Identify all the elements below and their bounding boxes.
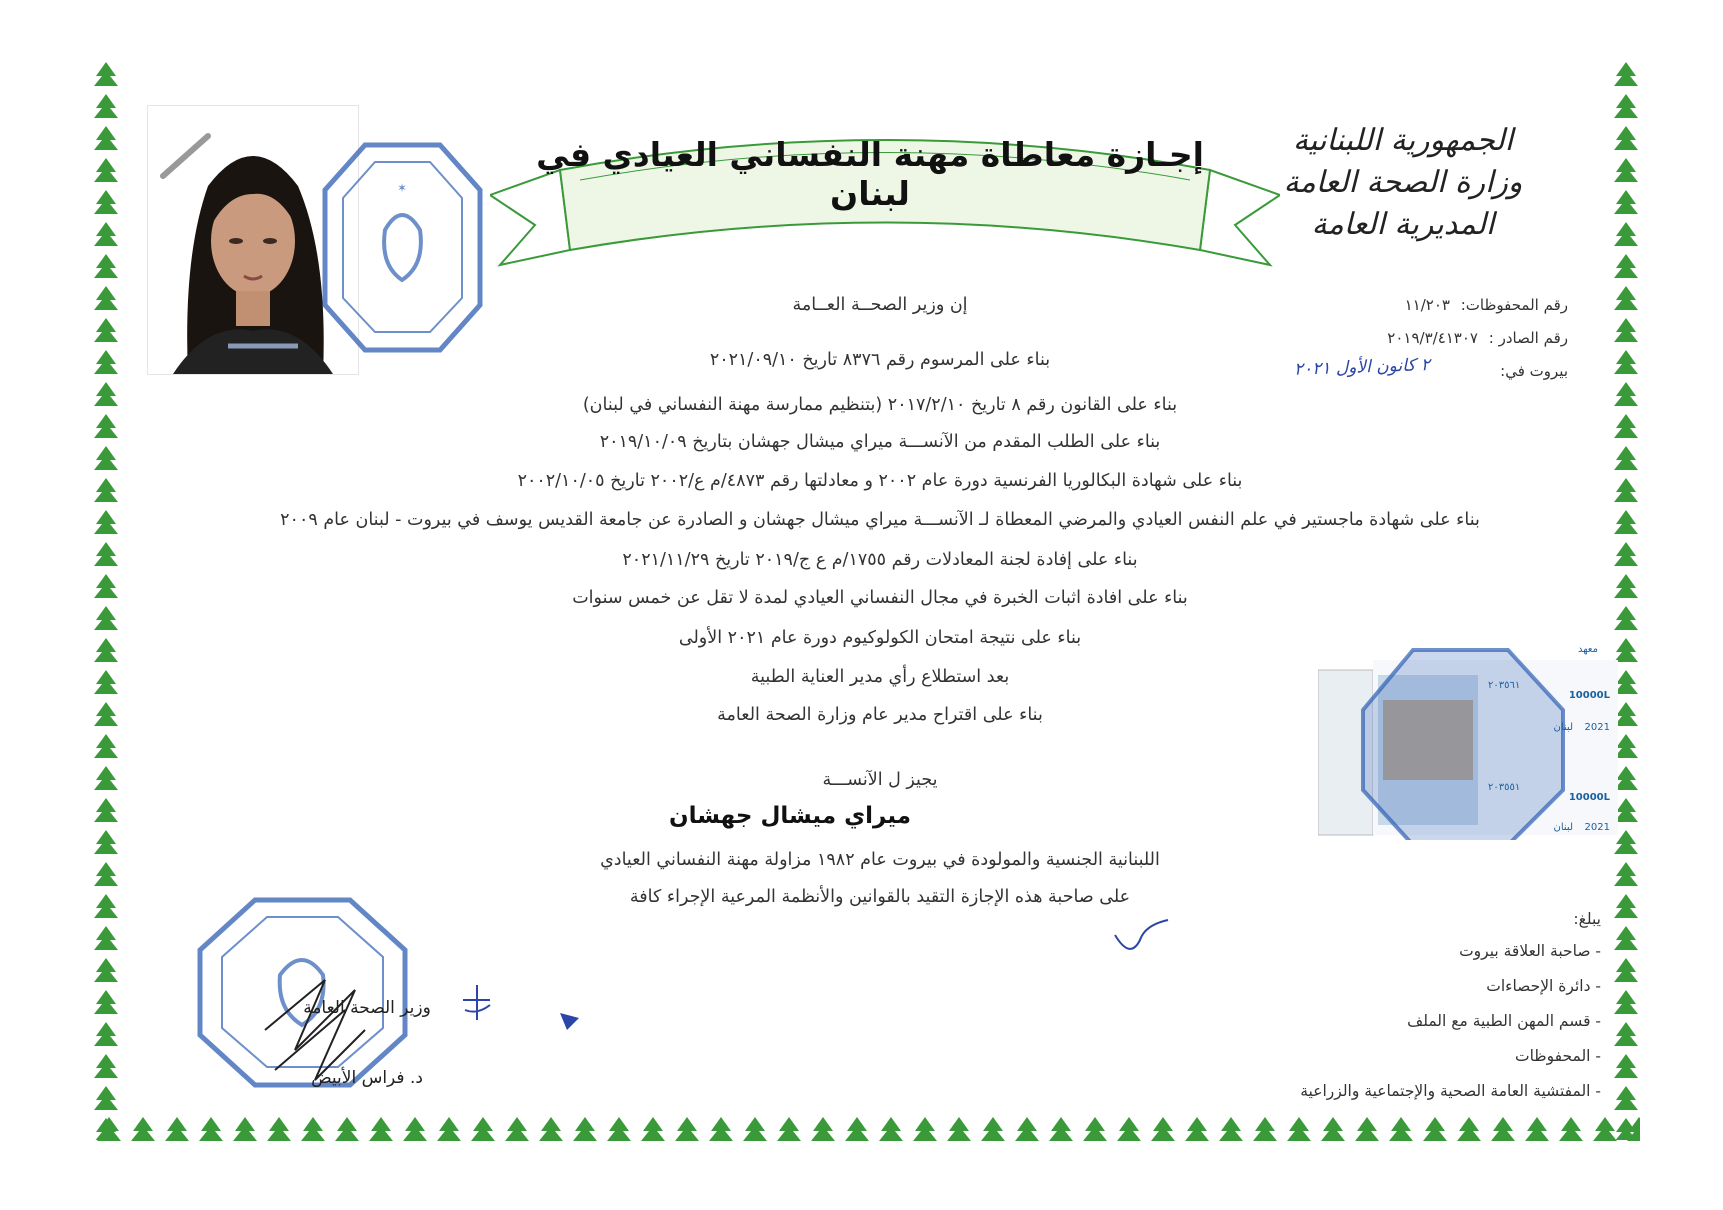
cedar-icon (1219, 1117, 1243, 1141)
cedar-icon (94, 574, 118, 598)
distribution-item: - قسم المهن الطبية مع الملف (1407, 1012, 1601, 1030)
cedar-icon (641, 1117, 665, 1141)
beirut-label: بيروت في: (1500, 362, 1568, 380)
ink-mark (455, 980, 500, 1025)
revenue-year: 2021 (1584, 722, 1610, 733)
cedar-icon (1117, 1117, 1141, 1141)
cedar-icon (1614, 1086, 1638, 1110)
consideration-line: بناء على اقتراح مدير عام وزارة الصحة العامة (717, 705, 1043, 725)
cedar-icon (1614, 190, 1638, 214)
cedar-icon (1614, 478, 1638, 502)
ink-mark (1110, 915, 1170, 965)
distribution-item: - دائرة الإحصاءات (1486, 977, 1601, 995)
signatory-title: وزير الصحة العامة (303, 998, 431, 1018)
cedar-icon (539, 1117, 563, 1141)
grant-line-1: اللبنانية الجنسية والمولودة في بيروت عام ١٩٨٢ مزاولة مهنة النفساني العيادي (600, 850, 1160, 870)
consideration-line: بناء على الطلب المقدم من الآنســـة ميراي ميشال جهشان بتاريخ ٢٠١٩/١٠/٠٩ (599, 432, 1161, 452)
cedar-icon (94, 606, 118, 630)
cedar-icon (94, 62, 118, 86)
consideration-line: بناء على افادة اثبات الخبرة في مجال النفساني العيادي لمدة لا تقل عن خمس سنوات (572, 588, 1188, 608)
signatory-name: د. فراس الأبيض (311, 1068, 423, 1088)
cedar-icon (94, 1086, 118, 1110)
cedar-icon (94, 926, 118, 950)
decree-line: بناء على المرسوم رقم ٨٣٧٦ تاريخ ٢٠٢١/٠٩/١٠ (709, 350, 1051, 370)
issued-value: ٢٠١٩/٣/٤١٣٠٧ (1387, 329, 1478, 347)
certificate-title: إجـازة معاطاة مهنة النفساني العيادي في لبنان (536, 135, 1204, 213)
cedar-icon (94, 286, 118, 310)
cedar-icon (1491, 1117, 1515, 1141)
consideration-line: بناء على شهادة ماجستير في علم النفس العيادي والمرضي المعطاة لـ الآنســـة ميراي ميشال جهشان و الصادرة عن جامعة القديس يوسف في بيروت - لبنان عام ٢٠٠٩ (280, 510, 1480, 530)
cedar-icon (607, 1117, 631, 1141)
cedar-icon (1321, 1117, 1345, 1141)
cedar-icon (1614, 222, 1638, 246)
handwritten-date: ٢ كانون الأول ٢٠٢١ (1293, 355, 1431, 380)
revenue-value: 10000L (1568, 792, 1610, 803)
ink-mark (557, 1008, 582, 1033)
cedar-icon (1614, 926, 1638, 950)
svg-text:✶: ✶ (396, 181, 408, 195)
cedar-icon (1614, 382, 1638, 406)
cedar-icon (1614, 958, 1638, 982)
cedar-icon (743, 1117, 767, 1141)
cedar-icon (981, 1117, 1005, 1141)
grant-line-2: على صاحبة هذه الإجازة التقيد بالقوانين والأنظمة المرعية الإجراء كافة (629, 887, 1131, 907)
consideration-line: بناء على القانون رقم ٨ تاريخ ٢٠١٧/٢/١٠ (بتنظيم ممارسة مهنة النفساني في لبنان) (582, 395, 1178, 415)
revenue-stamps (1318, 640, 1618, 840)
cedar-icon (1614, 350, 1638, 374)
cedar-icon (94, 94, 118, 118)
cedar-icon (94, 382, 118, 406)
cedar-icon (1614, 62, 1638, 86)
cedar-icon (505, 1117, 529, 1141)
cedar-icon (94, 894, 118, 918)
cedar-icon (1049, 1117, 1073, 1141)
cedar-icon (1614, 862, 1638, 886)
cedar-icon (94, 158, 118, 182)
cedar-icon (1559, 1117, 1583, 1141)
distribution-list (1271, 910, 1601, 1117)
issuing-authority (1258, 120, 1548, 246)
cedar-icon (94, 830, 118, 854)
cedar-icon (1614, 414, 1638, 438)
cedar-icon (94, 862, 118, 886)
cedar-icon (94, 734, 118, 758)
revenue-value: 10000L (1568, 690, 1610, 701)
cedar-icon (94, 510, 118, 534)
ministry-seal-top (320, 140, 485, 355)
cedar-icon (94, 1054, 118, 1078)
cedar-icon (1015, 1117, 1039, 1141)
consideration-line: بناء على إفادة لجنة المعادلات رقم ١٧٥٥/م ع ج/٢٠١٩ تاريخ ٢٠٢١/١١/٢٩ (622, 550, 1138, 570)
cedar-icon (1525, 1117, 1549, 1141)
revenue-institute: معهد (1577, 644, 1598, 655)
cedar-icon (94, 350, 118, 374)
consideration-line: بعد استطلاع رأي مدير العناية الطبية (750, 667, 1010, 687)
cedar-icon (233, 1117, 257, 1141)
cedar-icon (94, 190, 118, 214)
cedar-icon (94, 766, 118, 790)
border-right (1612, 60, 1640, 1140)
cedar-icon (675, 1117, 699, 1141)
revenue-country: لبنان (1553, 722, 1573, 733)
revenue-serial: ٢٠٣٥٥١ (1488, 782, 1521, 793)
cedar-icon (94, 254, 118, 278)
consideration-line: بناء على نتيجة امتحان الكولوكيوم دورة عام ٢٠٢١ الأولى (678, 628, 1082, 648)
cedar-icon (1614, 894, 1638, 918)
revenue-country: لبنان (1553, 822, 1573, 833)
cedar-icon (94, 478, 118, 502)
cedar-icon (94, 670, 118, 694)
distribution-item: - صاحبة العلاقة بيروت (1459, 942, 1601, 960)
cedar-icon (94, 318, 118, 342)
cedar-icon (165, 1117, 189, 1141)
cedar-icon (1614, 94, 1638, 118)
distribution-item: - المحفوظات (1514, 1047, 1601, 1065)
cedar-icon (947, 1117, 971, 1141)
cedar-icon (811, 1117, 835, 1141)
revenue-serial: ٢٠٣٥٦١ (1488, 680, 1521, 691)
distribution-header: يبلغ: (1573, 910, 1601, 928)
cedar-icon (1614, 990, 1638, 1014)
issued-number (1208, 329, 1568, 347)
cedar-icon (879, 1117, 903, 1141)
distribution-item: - المفتشية العامة الصحية والإجتماعية والزراعية (1300, 1082, 1601, 1100)
cedar-icon (1389, 1117, 1413, 1141)
cedar-icon (573, 1117, 597, 1141)
cedar-icon (94, 990, 118, 1014)
cedar-icon (94, 702, 118, 726)
cedar-icon (1614, 318, 1638, 342)
cedar-icon (1614, 574, 1638, 598)
cedar-icon (1614, 286, 1638, 310)
issued-label: رقم الصادر : (1488, 329, 1568, 347)
cedar-icon (1355, 1117, 1379, 1141)
cedar-icon (94, 446, 118, 470)
cedar-icon (913, 1117, 937, 1141)
holder-name: ميراي ميشال جهشان (669, 803, 911, 829)
cedar-icon (1151, 1117, 1175, 1141)
cedar-icon (1614, 446, 1638, 470)
cedar-icon (1614, 510, 1638, 534)
cedar-icon (1185, 1117, 1209, 1141)
cedar-icon (709, 1117, 733, 1141)
cedar-icon (1614, 126, 1638, 150)
cedar-icon (94, 1118, 118, 1140)
cedar-icon (1457, 1117, 1481, 1141)
cedar-icon (94, 126, 118, 150)
cedar-icon (94, 542, 118, 566)
cedar-icon (471, 1117, 495, 1141)
cedar-icon (94, 414, 118, 438)
cedar-icon (1614, 1054, 1638, 1078)
cedar-icon (94, 222, 118, 246)
cedar-icon (777, 1117, 801, 1141)
grant-intro: يجيز ل الآنســـة (822, 770, 938, 790)
cedar-icon (131, 1117, 155, 1141)
archive-label: رقم المحفوظات: (1460, 296, 1568, 314)
directorate-name: المديرية العامة (1311, 207, 1495, 242)
cedar-icon (94, 638, 118, 662)
cedar-icon (1287, 1117, 1311, 1141)
cedar-icon (1614, 542, 1638, 566)
cedar-icon (1614, 1118, 1638, 1140)
cedar-icon (1614, 158, 1638, 182)
archive-value: ١١/٢٠٣ (1404, 296, 1450, 314)
cedar-icon (845, 1117, 869, 1141)
ministry-name: وزارة الصحة العامة (1283, 165, 1523, 200)
cedar-icon (1614, 606, 1638, 630)
cedar-icon (1083, 1117, 1107, 1141)
border-left (92, 60, 120, 1140)
minister-line: إن وزير الصحــة العــامة (792, 295, 968, 315)
cedar-icon (199, 1117, 223, 1141)
cedar-icon (94, 958, 118, 982)
cedar-icon (1423, 1117, 1447, 1141)
cedar-icon (1614, 1022, 1638, 1046)
border-top (95, 52, 1640, 82)
republic-name: الجمهورية اللبنانية (1292, 123, 1514, 158)
revenue-year: 2021 (1584, 822, 1610, 833)
minister-signature (255, 970, 375, 1090)
cedar-icon (94, 798, 118, 822)
cedar-icon (1253, 1117, 1277, 1141)
cedar-icon (94, 1022, 118, 1046)
consideration-line: بناء على شهادة البكالوريا الفرنسية دورة عام ٢٠٠٢ و معادلتها رقم ٤٨٧٣/م ع/٢٠٠٢ تاريخ ٢٠٠٢/١٠/٠٥ (517, 471, 1243, 491)
cedar-icon (1614, 254, 1638, 278)
